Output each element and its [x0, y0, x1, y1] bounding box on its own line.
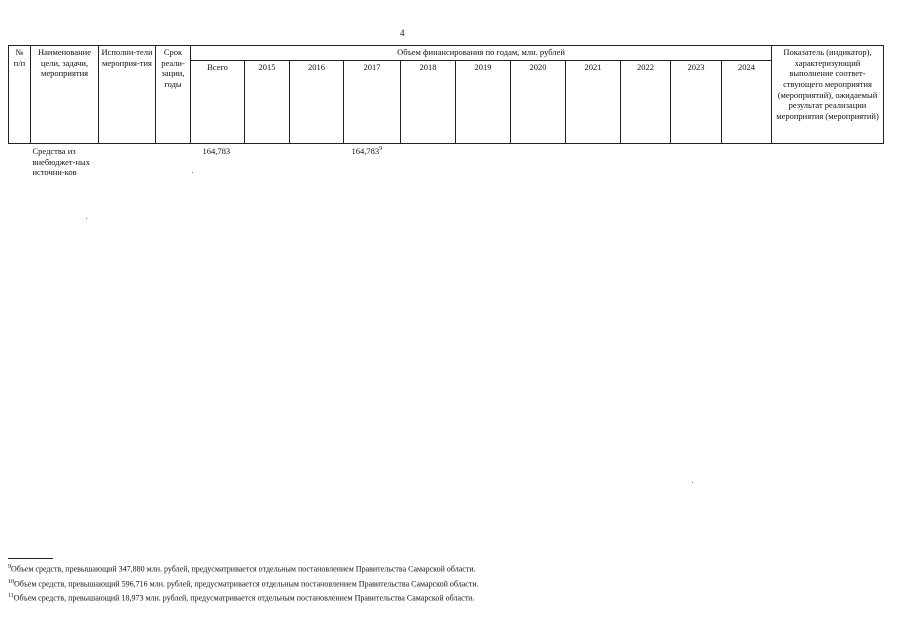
- header-year: 2023: [671, 61, 722, 144]
- footnote-rule: [8, 558, 53, 559]
- header-total: Всего: [191, 61, 245, 144]
- header-year: 2020: [511, 61, 566, 144]
- footnote-mark: 9: [379, 146, 383, 153]
- header-year: 2016: [290, 61, 344, 144]
- header-volume: Объем финансирования по годам, млн. рублей: [191, 46, 772, 61]
- table-row: [9, 144, 884, 179]
- header-year: 2022: [621, 61, 671, 144]
- header-year: 2017: [344, 61, 401, 144]
- scan-speck: [692, 482, 693, 483]
- header-term: Срок реали-зации, годы: [156, 46, 191, 144]
- row-total: 164,783: [202, 146, 231, 156]
- footnotes: [8, 561, 479, 605]
- header-name: Наименование цели, задачи, мероприятия: [31, 46, 99, 144]
- footnote: $^{10}$Объем средств, превышающий 596,716 млн. рублей, предусматривается отдельным постановлением Правительства Самарской области.: [8, 578, 479, 589]
- scan-speck: [86, 218, 87, 219]
- header-num: № п/п: [9, 46, 31, 144]
- header-year: 2018: [401, 61, 456, 144]
- header-year: 2019: [456, 61, 511, 144]
- header-year: 2015: [245, 61, 290, 144]
- page-number: 4: [400, 28, 405, 38]
- header-year: 2024: [722, 61, 772, 144]
- header-indicator: Показатель (индикатор), характеризующий выполнение соответ-ствующего мероприятия (мероприятий), ожидаемый результат реализации мероприятия (мероприятий): [772, 46, 884, 144]
- row-2017: 164,783$^9$: [351, 146, 383, 156]
- scan-speck: [192, 172, 193, 173]
- financing-table: [8, 45, 884, 179]
- footnote: $^9$Объем средств, превышающий 347,880 млн. рублей, предусматривается отдельным постановлением Правительства Самарской области.: [8, 564, 476, 574]
- header-year: 2021: [566, 61, 621, 144]
- footnote: $^{11}$Объем средств, превышающий 18,973 млн. рублей, предусматривается отдельным постановлением Правительства Самарской области.: [8, 593, 475, 603]
- row-name: Средства из внебюджет-ных источни-ков: [32, 146, 90, 178]
- header-executors: Исполни-тели мероприя-тия: [99, 46, 156, 144]
